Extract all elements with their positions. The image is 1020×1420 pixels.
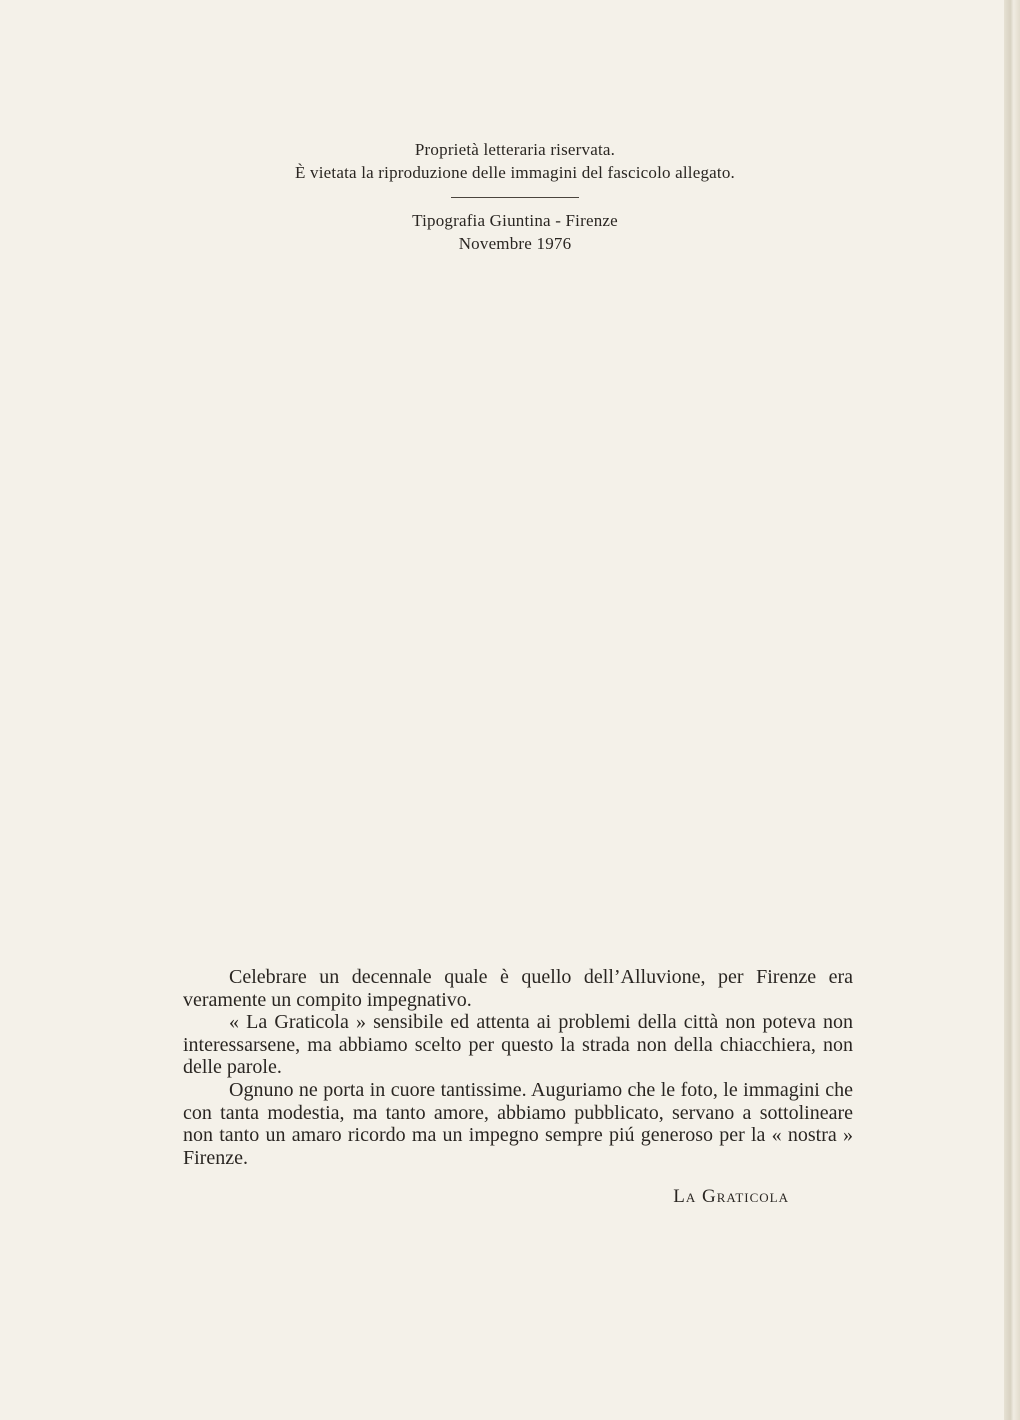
date-line: Novembre 1976 [458, 234, 572, 253]
paragraph: Celebrare un decennale quale è quello dell’Alluvione, per Firenze era veramente un compito impegnativo. [183, 966, 853, 1011]
dedication-text [183, 966, 853, 1169]
paragraph: « La Graticola » sensibile ed attenta ai problemi della città non poteva non interessarsene, ma abbiamo scelto per questo la strada non della chiacchiera, non delle parole. [183, 1011, 853, 1079]
colophon [200, 138, 830, 255]
printer-line: Tipografia Giuntina - Firenze [412, 211, 618, 230]
page-edge [1004, 0, 1020, 1420]
copyright-line: Proprietà letteraria riservata. [414, 140, 616, 159]
divider-rule [451, 197, 579, 198]
signature: La Graticola [673, 1186, 789, 1207]
reproduction-notice: È vietata la riproduzione delle immagini del fascicolo allegato. [295, 163, 735, 182]
paragraph: Ognuno ne porta in cuore tantissime. Auguriamo che le foto, le immagini che con tanta modestia, ma tanto amore, abbiamo pubblicato, servano a sottolineare non tanto un amaro ricordo ma un impegno sempre piú generoso per la « nostra » Firenze. [183, 1078, 853, 1169]
